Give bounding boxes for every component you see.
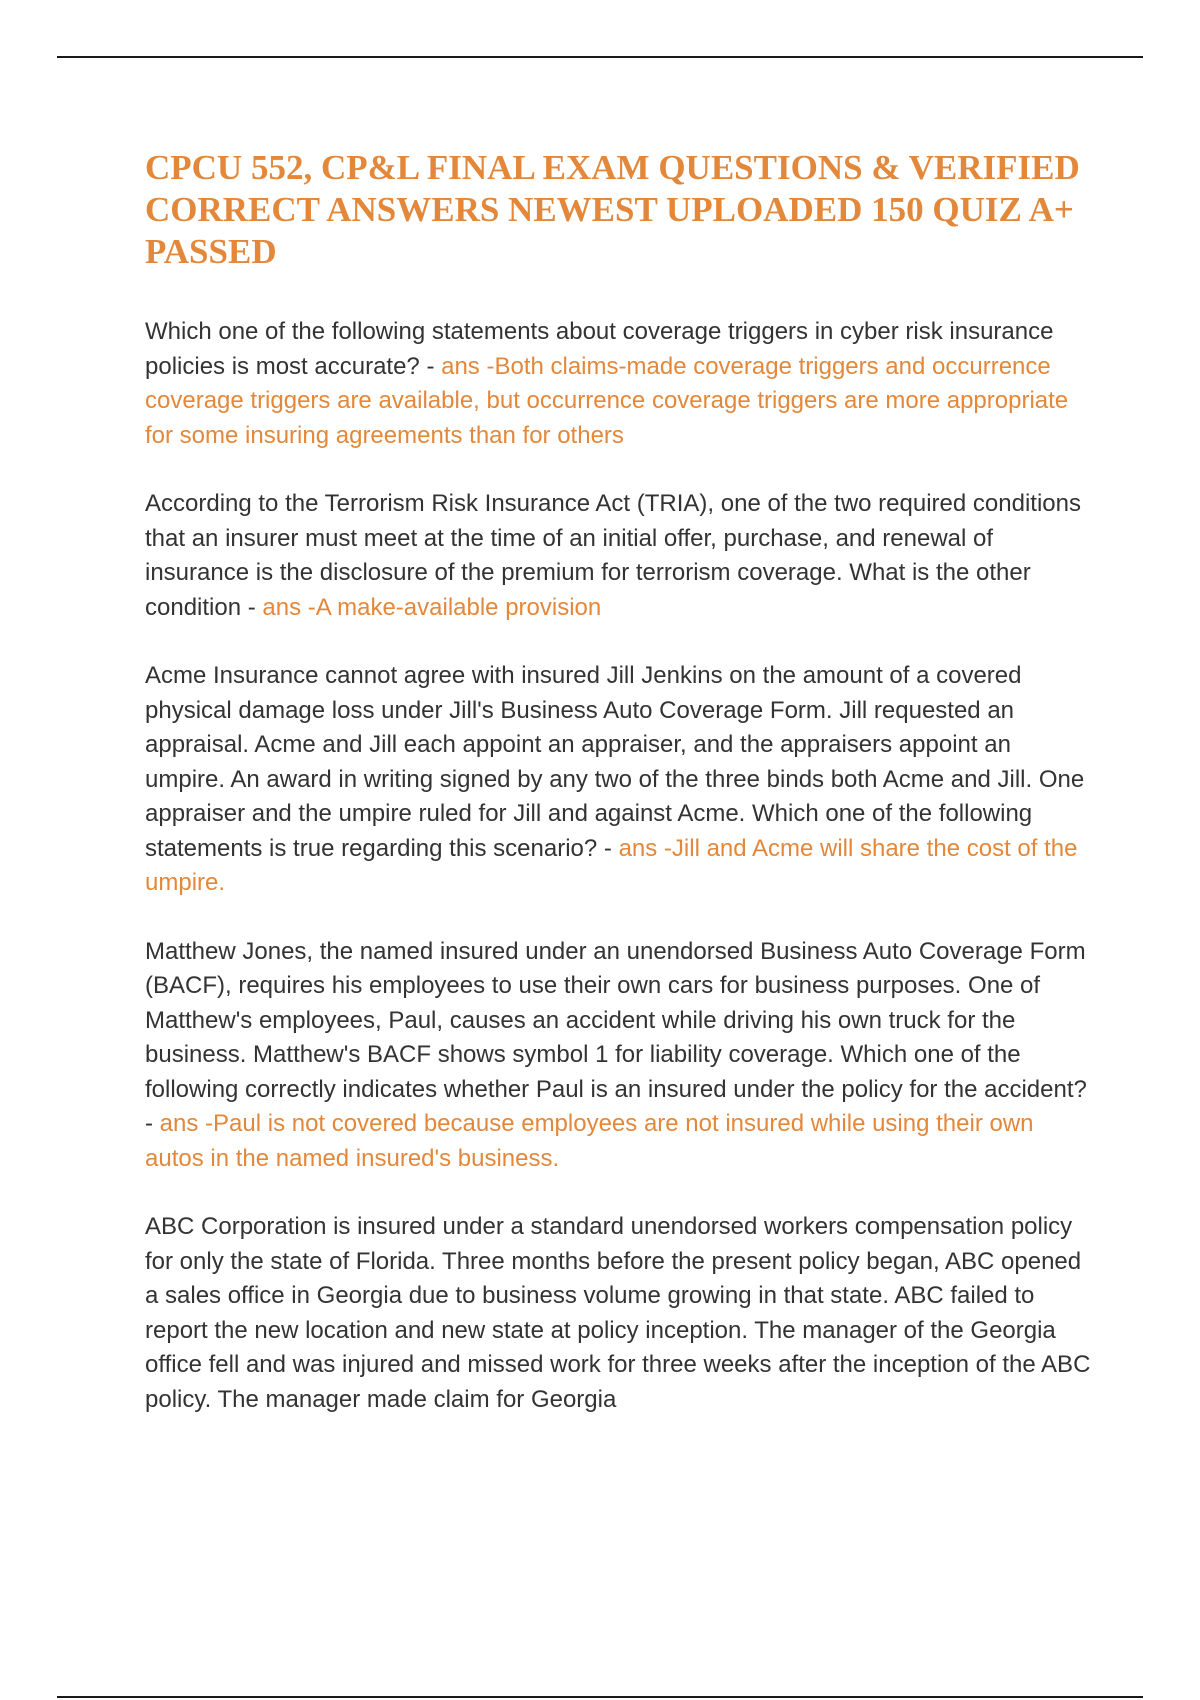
document-body — [145, 147, 1095, 1451]
answer-text: ans -A make-available provision — [262, 593, 602, 621]
answer-separator: - — [145, 1110, 160, 1137]
answer-separator: - — [419, 352, 442, 380]
question-text: Acme Insurance cannot agree with insured Jill Jenkins on the amount of a covered physical damage loss under Jill's Business Auto Coverage Form. Jill requested an appraisal. Acme and Jill each appoint an appraiser, and the appraisers appoint an umpire. An award in writing signed by any two of the three binds both Acme and Jill. One appraiser and the umpire ruled for Jill and against Acme. Which one of the following statements is true regarding this scenario? — [145, 662, 1085, 862]
bottom-divider — [57, 1696, 1143, 1698]
answer-text: ans -Both claims-made coverage triggers and occurrence coverage triggers are available, but occurrence coverage triggers are more appropriate for some insuring agreements than for others — [145, 352, 1069, 449]
document-title: CPCU 552, CP&L FINAL EXAM QUESTIONS & VERIFIED CORRECT ANSWERS NEWEST UPLOADED 150 QUIZ A+ PASSED — [145, 148, 1080, 271]
top-divider — [57, 56, 1143, 58]
qa-item-2 — [145, 487, 1095, 625]
answer-text: ans -Jill and Acme will share the cost of the umpire. — [145, 834, 1078, 896]
qa-item-5 — [145, 1210, 1095, 1417]
question-text: Matthew Jones, the named insured under an unendorsed Business Auto Coverage Form (BACF), requires his employees to use their own cars for business purposes. One of Matthew's employees, Paul, causes an accident while driving his own truck for the business. Matthew's BACF shows symbol 1 for liability coverage. Which one of the following correctly indicates whether Paul is an insured under the policy for the accident? — [145, 937, 1087, 1103]
answer-separator: - — [597, 834, 619, 862]
question-text: ABC Corporation is insured under a standard unendorsed workers compensation policy for only the state of Florida. Three months before the present policy began, ABC opened a sales office in Georgia due to business volume growing in that state. ABC failed to report the new location and new state at policy inception. The manager of the Georgia office fell and was injured and missed work for three weeks after the inception of the ABC policy. The manager made claim for Georgia — [145, 1213, 1091, 1413]
answer-separator: - — [241, 593, 263, 621]
question-text: Which one of the following statements about coverage triggers in cyber risk insurance policies is most accurate? — [145, 318, 1054, 380]
qa-item-1 — [145, 315, 1095, 453]
qa-item-4 — [145, 935, 1095, 1177]
qa-item-3 — [145, 659, 1095, 901]
answer-text: ans -Paul is not covered because employees are not insured while using their own autos in the named insured's business. — [145, 1110, 1034, 1172]
question-text: According to the Terrorism Risk Insurance Act (TRIA), one of the two required conditions that an insurer must meet at the time of an initial offer, purchase, and renewal of insurance is the disclosure of the premium for terrorism coverage. What is the other condition — [145, 490, 1081, 621]
qa-list — [145, 315, 1095, 1417]
